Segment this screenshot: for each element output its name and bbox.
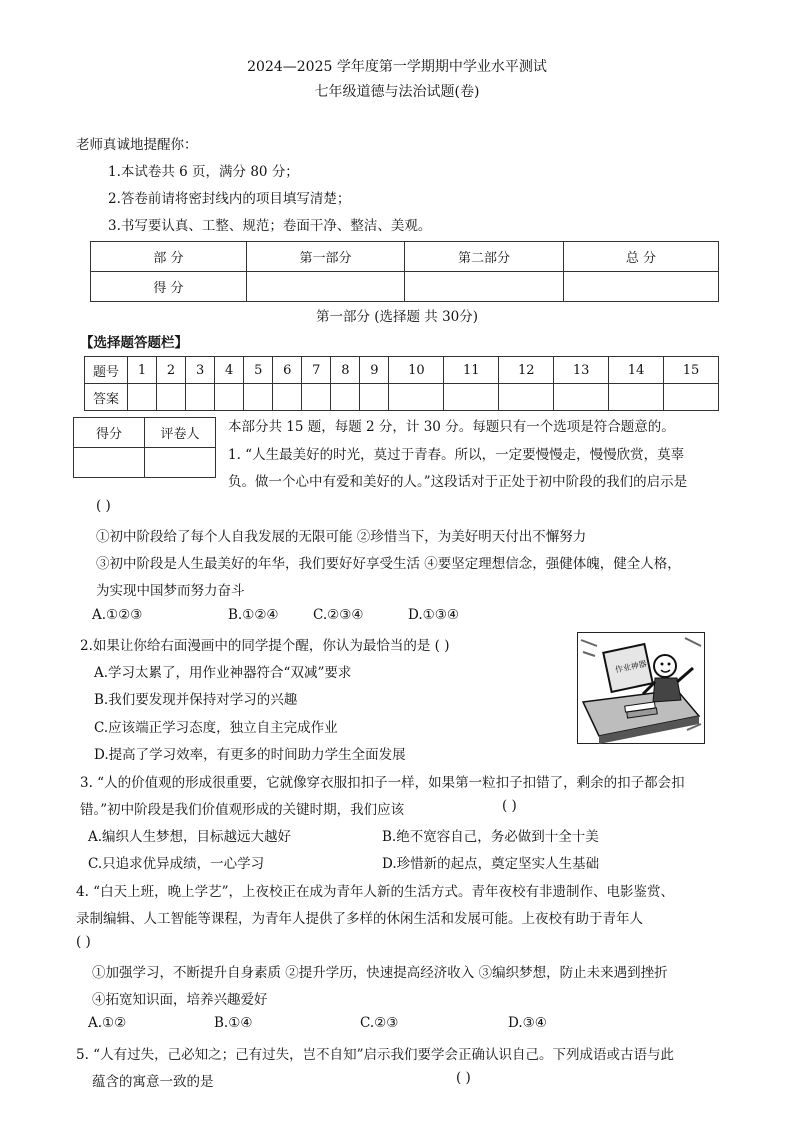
- question-number: 13: [554, 357, 609, 384]
- answer-grid: [84, 356, 719, 411]
- exam-subtitle: 七年级道德与法治试题(卷): [314, 84, 480, 100]
- q4-option-c[interactable]: C.②③: [360, 1015, 399, 1031]
- q3-stem-line1: 3. “人的价值观的形成很重要，它就像穿衣服扣扣子一样，如果第一粒扣子扣错了，剩余的扣子都会扣: [80, 775, 685, 791]
- answer-section-label: 【选择题答题栏】: [80, 335, 188, 351]
- cartoon-sign-text: 作业神器: [614, 659, 648, 675]
- q1-option-c[interactable]: C.②③④: [313, 607, 364, 623]
- part1-instruction: 本部分共 15 题，每题 2 分，计 30 分。每题只有一个选项是符合题意的。: [228, 419, 675, 435]
- answer-cell[interactable]: [331, 384, 360, 411]
- question-number: 6: [273, 357, 302, 384]
- q1-option-b[interactable]: B.①②④: [228, 607, 279, 623]
- answer-cell[interactable]: [186, 384, 215, 411]
- q5-stem-line2: 蕴含的寓意一致的是: [92, 1074, 214, 1090]
- answer-grid-label: 题号: [85, 357, 128, 384]
- homework-cartoon-image: [577, 632, 705, 744]
- question-number: 1: [128, 357, 157, 384]
- q4-option-d[interactable]: D.③④: [508, 1015, 547, 1031]
- q2-option-a[interactable]: A.学习太累了，用作业神器符合“双减”要求: [94, 665, 352, 681]
- q5-answer-paren: ( ): [456, 1070, 471, 1086]
- score-cell-part2[interactable]: [405, 272, 564, 302]
- question-number: 9: [360, 357, 389, 384]
- q2-option-d[interactable]: D.提高了学习效率，有更多的时间助力学生全面发展: [94, 747, 406, 763]
- score-table-header: 总 分: [564, 242, 719, 272]
- question-number: 7: [302, 357, 331, 384]
- q1-statement: 为实现中国梦而努力奋斗: [96, 583, 245, 599]
- answer-cell[interactable]: [215, 384, 244, 411]
- answer-grid-label: 答案: [85, 384, 128, 411]
- exam-title: 2024—2025 学年度第一学期期中学业水平测试: [247, 59, 547, 75]
- answer-cell[interactable]: [554, 384, 609, 411]
- answer-cell[interactable]: [664, 384, 719, 411]
- score-table-header: 第二部分: [405, 242, 564, 272]
- q3-option-b[interactable]: B.绝不宽容自己，务必做到十全十美: [382, 829, 599, 845]
- q3-option-c[interactable]: C.只追求优异成绩，一心学习: [88, 856, 265, 872]
- answer-cell[interactable]: [273, 384, 302, 411]
- notice-item: 2.答卷前请将密封线内的项目填写清楚；: [108, 191, 351, 207]
- question-number: 11: [444, 357, 499, 384]
- grader-box: [73, 417, 216, 478]
- q1-option-d[interactable]: D.①③④: [408, 607, 459, 623]
- q4-statement: ④拓宽知识面，培养兴趣爱好: [92, 992, 268, 1008]
- q2-stem: 2.如果让你给右面漫画中的同学提个醒，你认为最恰当的是 ( ): [80, 638, 450, 654]
- score-table-header: 第一部分: [247, 242, 405, 272]
- question-number: 5: [244, 357, 273, 384]
- answer-cell[interactable]: [244, 384, 273, 411]
- question-number: 15: [664, 357, 719, 384]
- score-table: [90, 241, 719, 302]
- q2-option-c[interactable]: C.应该端正学习态度，独立自主完成作业: [94, 720, 338, 736]
- q2-option-b[interactable]: B.我们要发现并保持对学习的兴趣: [94, 692, 298, 708]
- q1-stem-line2: 负。做一个心中有爱和美好的人。”这段话对于正处于初中阶段的我们的启示是: [228, 474, 688, 490]
- grader-score-cell[interactable]: [74, 448, 145, 478]
- q4-stem-line2: 录制编辑、人工智能等课程，为青年人提供了多样的休闲生活和发展可能。上夜校有助于青年人: [76, 911, 643, 927]
- question-number: 8: [331, 357, 360, 384]
- answer-cell[interactable]: [302, 384, 331, 411]
- answer-cell[interactable]: [444, 384, 499, 411]
- q1-statement: ①初中阶段给了每个人自我发展的无限可能 ②珍惜当下，为美好明天付出不懈努力: [96, 529, 587, 545]
- answer-cell[interactable]: [128, 384, 157, 411]
- q3-option-a[interactable]: A.编织人生梦想，目标越远大越好: [88, 829, 292, 845]
- answer-cell[interactable]: [157, 384, 186, 411]
- q4-answer-paren: ( ): [76, 934, 91, 950]
- q3-stem-line2: 错。”初中阶段是我们价值观形成的关键时期，我们应该: [80, 802, 405, 818]
- q4-stem-line1: 4. “白天上班，晚上学艺”，上夜校正在成为青年人新的生活方式。青年夜校有非遗制作、电影鉴赏、: [76, 884, 674, 900]
- answer-cell[interactable]: [609, 384, 664, 411]
- question-number: 10: [389, 357, 444, 384]
- part1-title: 第一部分 (选择题 共 30分): [315, 309, 479, 325]
- score-cell-total[interactable]: [564, 272, 719, 302]
- grader-header: 得分: [74, 418, 145, 448]
- q4-option-b[interactable]: B.①④: [214, 1015, 253, 1031]
- score-cell-part1[interactable]: [247, 272, 405, 302]
- q3-option-d[interactable]: D.珍惜新的起点，奠定坚实人生基础: [382, 856, 600, 872]
- q1-answer-paren: ( ): [96, 498, 111, 514]
- notice-item: 1.本试卷共 6 页，满分 80 分；: [108, 164, 299, 180]
- grader-header: 评卷人: [145, 418, 216, 448]
- q4-option-a[interactable]: A.①②: [88, 1015, 127, 1031]
- q1-stem-line1: 1. “人生最美好的时光，莫过于青春。所以，一定要慢慢走，慢慢欣赏，莫辜: [228, 447, 685, 463]
- notice-heading: 老师真诚地提醒你：: [76, 137, 198, 153]
- q3-answer-paren: ( ): [502, 798, 517, 814]
- q1-option-a[interactable]: A.①②③: [92, 607, 143, 623]
- answer-cell[interactable]: [499, 384, 554, 411]
- score-row-label: 得 分: [91, 272, 247, 302]
- q5-stem-line1: 5. “人有过失，己必知之；己有过失，岂不自知”启示我们要学会正确认识自己。下列成语或古语与此: [76, 1047, 674, 1063]
- question-number: 3: [186, 357, 215, 384]
- answer-cell[interactable]: [360, 384, 389, 411]
- question-number: 2: [157, 357, 186, 384]
- answer-cell[interactable]: [389, 384, 444, 411]
- question-number: 12: [499, 357, 554, 384]
- question-number: 14: [609, 357, 664, 384]
- score-table-header: 部 分: [91, 242, 247, 272]
- notice-item: 3.书写要认真、工整、规范；卷面干净、整洁、美观。: [108, 218, 432, 234]
- question-number: 4: [215, 357, 244, 384]
- grader-name-cell[interactable]: [145, 448, 216, 478]
- q4-statement: ①加强学习，不断提升自身素质 ②提升学历，快速提高经济收入 ③编织梦想，防止未来遇到挫折: [92, 965, 668, 981]
- q1-statement: ③初中阶段是人生最美好的年华，我们要好好享受生活 ④要坚定理想信念，强健体魄，健全人格，: [96, 556, 681, 572]
